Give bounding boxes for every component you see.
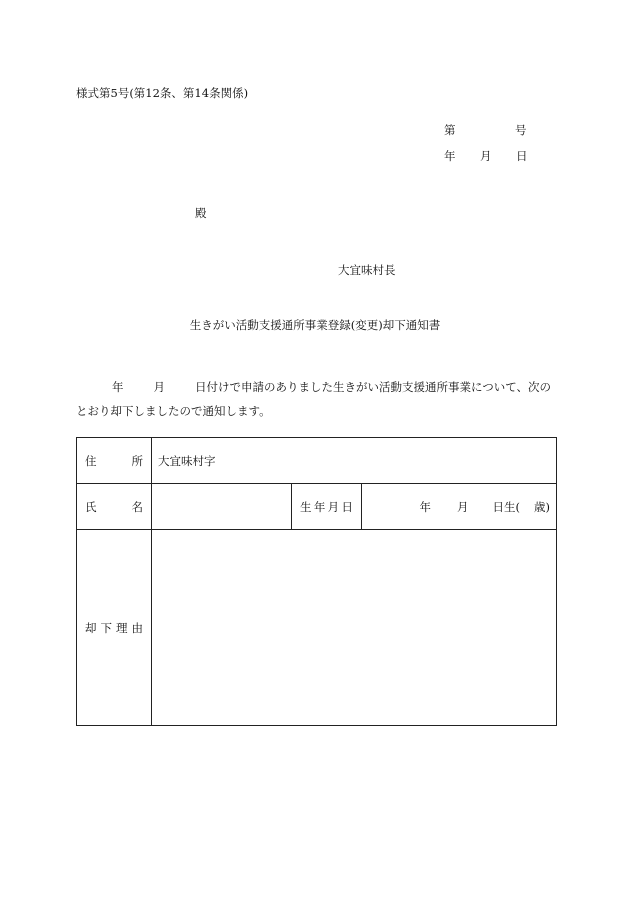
form-number: 様式第5号(第12条、第14条関係) (76, 86, 249, 100)
notice-body-line-2: とおり却下しましたので通知します。 (76, 404, 271, 418)
birth-value[interactable]: 年 月 日生( 歳) (362, 484, 557, 530)
addressee-suffix: 殿 (195, 206, 207, 220)
body-line1-text: 日付けで申請のありました生きがい活動支援通所事業について、次の (195, 380, 552, 394)
date-month: 月 (480, 149, 492, 163)
date-year: 年 (444, 149, 456, 163)
doc-number-suffix: 号 (515, 123, 527, 137)
applicant-table (76, 437, 557, 726)
reason-row (77, 530, 557, 726)
document-title: 生きがい活動支援通所事業登録(変更)却下通知書 (189, 318, 441, 332)
address-row (77, 438, 557, 484)
notice-body (76, 375, 556, 423)
body-year: 年 (112, 380, 124, 394)
notice-body-line-1 (76, 375, 556, 399)
issuer-name: 大宜味村長 (338, 263, 396, 277)
reason-value[interactable] (152, 530, 557, 726)
doc-number-prefix: 第 (444, 123, 456, 137)
address-label: 住 所 (77, 438, 152, 484)
date-day: 日 (516, 149, 528, 163)
address-value[interactable]: 大宜味村字 (152, 438, 557, 484)
name-value[interactable] (152, 484, 292, 530)
body-month: 月 (153, 380, 165, 394)
name-row (77, 484, 557, 530)
name-label: 氏 名 (77, 484, 152, 530)
birth-label: 生 年 月 日 (292, 484, 362, 530)
reason-label: 却 下 理 由 (77, 530, 152, 726)
